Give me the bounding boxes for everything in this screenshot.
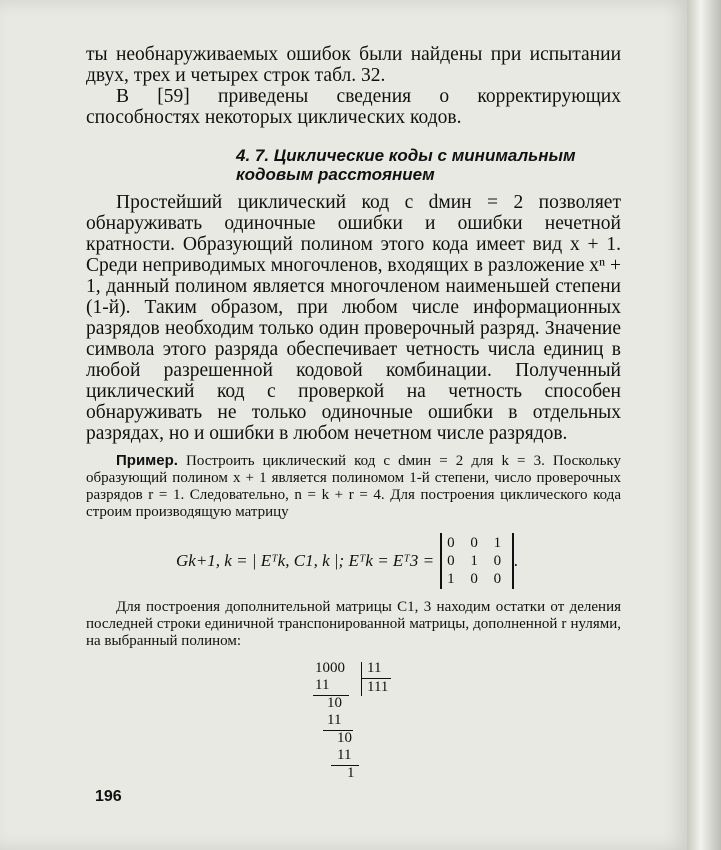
section-heading: 4. 7. Циклические коды с минимальным кодовым расстоянием xyxy=(236,146,576,184)
page-number: 196 xyxy=(95,788,122,805)
paragraph-main: Простейший циклический код с dмин = 2 позволяет обнаруживать одиночные ошибки и ошибки нечетной кратности. Образующий полином этого кода имеет вид x + 1. Среди неприводимых многочленов, входящих в разложение xⁿ + 1, данный полином является многочленом наименьшей степени (1-й). Таким образом, при любом числе информационных разрядов необходим только один проверочный разряд. Значение символа этого разряда обеспечивает четность числа единиц в любой разрешенной кодовой комбинации. Полученный циклический код с проверкой на четность способен обнаруживать не только одиночные ошибки в отдельных разрядах, но и ошибки в любом нечетном числе разрядов. xyxy=(86,192,621,444)
matrix-row: 0 1 0 xyxy=(447,553,508,569)
division-divisor: 11 xyxy=(367,660,382,676)
paragraph-continuation: ты необнаруживаемых ошибок были найдены при испытании двух, трех и четырех строк табл. 32. xyxy=(86,44,621,86)
division-step: 11 xyxy=(327,712,342,728)
page-content xyxy=(86,44,621,790)
paragraph-division-intro: Для построения дополнительной матрицы C1, 3 находим остатки от деления последней строки единичной транспонированной матрицы, дополненной r нулями, на выбранный полином: xyxy=(86,599,621,649)
generator-matrix-formula: Gk+1, k = | Eᵀk, C1, k |; Eᵀk = Eᵀ3 = 0 0 1 0 1 0 1 0 0 . xyxy=(176,535,519,587)
matrix-row: 1 0 0 xyxy=(447,571,508,587)
example-label: Пример. xyxy=(116,452,178,469)
example-text: Построить циклический код с dмин = 2 для k = 3. Поскольку образующий полином x + 1 является полиномом 1-й степени, число проверочных разрядов r = 1. Следовательно, n = k + r = 4. Для построения циклического кода строим производящую матрицу xyxy=(86,453,621,520)
division-step: 10 xyxy=(327,695,342,711)
formula-lhs: Gk+1, k = | Eᵀk, C1, k |; Eᵀk = Eᵀ3 = xyxy=(176,551,435,570)
division-dividend: 1000 xyxy=(315,660,345,676)
division-step: 11 xyxy=(337,747,352,763)
paragraph-reference: В [59] приведены сведения о корректирующих способностях некоторых циклических кодов. xyxy=(86,86,621,128)
identity-matrix xyxy=(440,533,514,589)
example-paragraph xyxy=(86,452,621,521)
matrix-row: 0 0 1 xyxy=(447,535,508,551)
polynomial-division xyxy=(311,660,451,790)
division-step: 11 xyxy=(315,677,330,693)
division-remainder: 1 xyxy=(347,765,355,781)
page-edge xyxy=(687,0,721,850)
division-quotient: 111 xyxy=(367,679,389,695)
division-step: 10 xyxy=(337,730,352,746)
